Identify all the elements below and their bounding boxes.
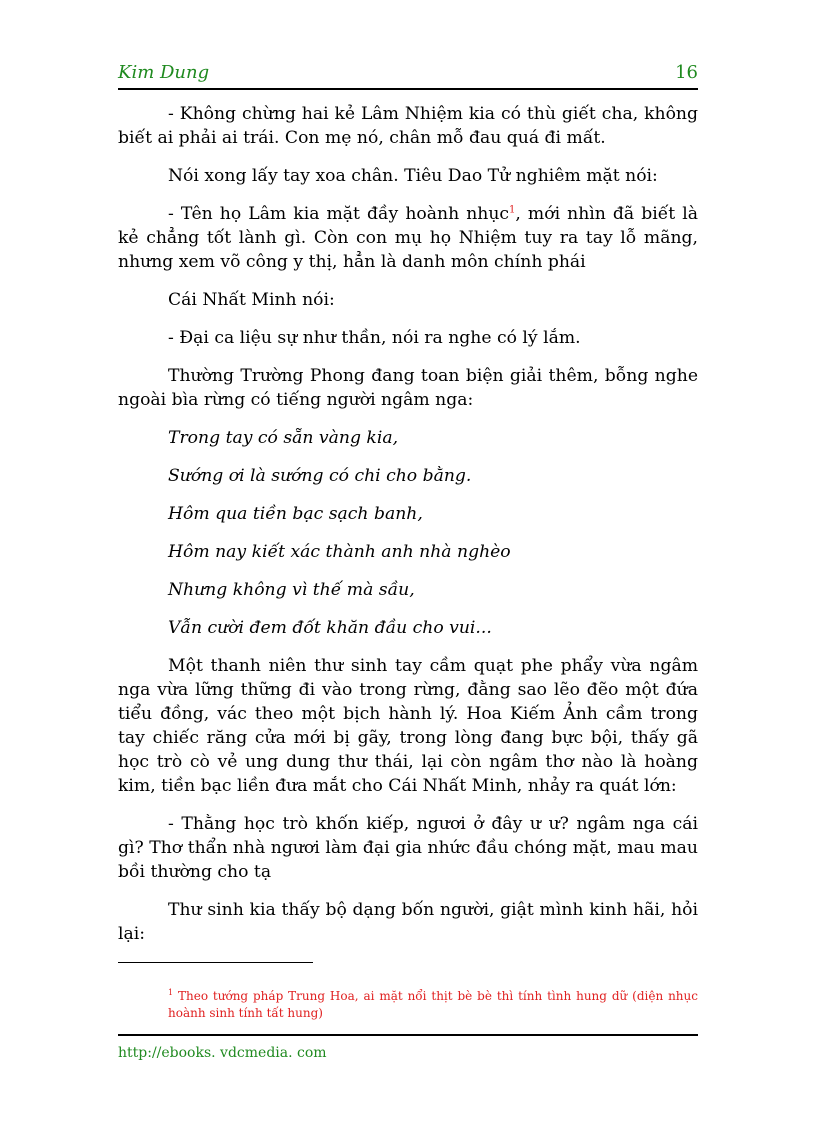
verse-line: Trong tay có sẵn vàng kia,	[168, 428, 399, 448]
verse-line: Sướng ơi là sướng có chi cho bằng.	[168, 466, 472, 486]
paragraph: - Không chừng hai kẻ Lâm Nhiệm kia có thù giết cha, không biết ai phải ai trái. Con mẹ nó, chân mỗ đau quá đi mất.	[118, 104, 698, 148]
paragraph: - Thằng học trò khốn kiếp, ngươi ở đây ư ư? ngâm nga cái gì? Thơ thẩn nhà ngươi làm đại gia nhức đầu chóng mặt, mau mau bồi thường cho tạ	[118, 814, 698, 882]
page-header	[118, 62, 698, 90]
footer-link[interactable]: http://ebooks. vdcmedia. com	[118, 1045, 327, 1061]
book-author: Kim Dung	[118, 62, 210, 83]
verse-line: Nhưng không vì thế mà sầu,	[168, 580, 415, 600]
paragraph: Thường Trường Phong đang toan biện giải thêm, bỗng nghe ngoài bìa rừng có tiếng người ngâm nga:	[118, 366, 698, 410]
page-number: 16	[675, 62, 698, 83]
paragraph-with-footnote	[118, 202, 698, 274]
footnote-reference[interactable]: 1	[509, 204, 516, 216]
verse-line: Hôm nay kiết xác thành anh nhà nghèo	[168, 542, 511, 562]
paragraph: Một thanh niên thư sinh tay cầm quạt phe phẩy vừa ngâm nga vừa lững thững đi vào trong rừng, đằng sao lẽo đẽo một đứa tiểu đồng, vác theo một bịch hành lý. Hoa Kiếm Ảnh cầm trong tay chiếc răng cửa mới bị gãy, trong lòng đang bực bội, thấy gã học trò cò vẻ ung dung thư thái, lại còn ngâm thơ nào là hoàng kim, tiền bạc liền đưa mắt cho Cái Nhất Minh, nhảy ra quát lớn:	[118, 656, 698, 796]
footnote-number: 1	[168, 988, 174, 997]
paragraph: Thư sinh kia thấy bộ dạng bốn người, giật mình kinh hãi, hỏi lại:	[118, 900, 698, 944]
verse-line: Vẫn cười đem đốt khăn đầu cho vui...	[168, 618, 492, 638]
verse-line: Hôm qua tiền bạc sạch banh,	[168, 504, 423, 524]
paragraph: - Đại ca liệu sự như thần, nói ra nghe có lý lắm.	[168, 328, 581, 348]
footnote	[168, 984, 698, 1022]
paragraph-text: , mới nhìn đã biết là kẻ chẳng tốt lành gì. Còn con mụ họ Nhiệm tuy ra tay lỗ mãng, nhưng xem võ công y thị, hẳn là danh môn chính phái	[118, 204, 698, 272]
footnote-divider	[118, 962, 313, 963]
footnote-text: Theo tướng pháp Trung Hoa, ai mặt nổi thịt bè bè thì tính tình hung dữ (diện nhục hoành sinh tính tất hung)	[168, 989, 698, 1020]
paragraph-text: - Tên họ Lâm kia mặt đầy hoành nhục	[168, 204, 510, 224]
footer-divider	[118, 1034, 698, 1036]
main-text	[118, 102, 698, 946]
paragraph: Cái Nhất Minh nói:	[168, 290, 335, 310]
paragraph: Nói xong lấy tay xoa chân. Tiêu Dao Tử nghiêm mặt nói:	[168, 166, 658, 186]
